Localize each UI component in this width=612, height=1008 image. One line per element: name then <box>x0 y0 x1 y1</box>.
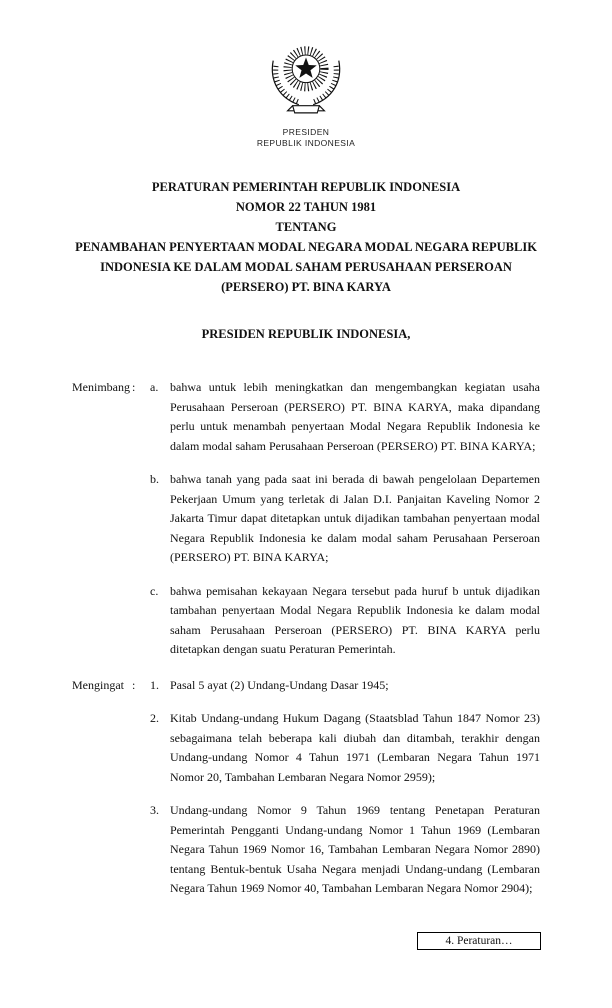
emblem-container <box>0 0 612 149</box>
mengingat-separator: : <box>132 677 136 692</box>
mengingat-item <box>150 709 540 787</box>
letterhead <box>0 127 612 149</box>
title-subject: PENAMBAHAN PENYERTAAN MODAL NEGARA MODAL NEGARA REPUBLIK INDONESIA KE DALAM MODAL SAHAM PERUSAHAAN PERSEROAN (PERSERO) PT. BINA KARYA <box>75 240 537 294</box>
item-marker: b. <box>150 472 159 486</box>
item-marker: 1. <box>150 677 159 692</box>
menimbang-separator: : <box>132 380 136 394</box>
item-marker: 3. <box>150 803 159 817</box>
letterhead-line1: PRESIDEN <box>282 127 330 137</box>
mengingat-item <box>150 801 540 899</box>
menimbang-item <box>150 582 540 660</box>
mengingat-item <box>150 676 540 696</box>
item-text: Pasal 5 ayat (2) Undang-Undang Dasar 1945; <box>170 677 389 692</box>
item-text: Undang-undang Nomor 9 Tahun 1969 tentang Penetapan Peraturan Pemerintah Pengganti Undang-undang Nomor 1 Tahun 1969 (Lembaran Negara Tahun 1969 Nomor 16, Tambahan Lembaran Negara Nomor 2890) tentang Bentuk-bentuk Usaha Negara menjadi Undang-undang (Lembaran Negara Tahun 1969 Nomor 40, Tambahan Lembaran Negara Nomor 2904); <box>170 803 540 895</box>
item-marker: 2. <box>150 711 159 725</box>
mengingat-label: Mengingat <box>72 677 124 692</box>
menimbang-item <box>150 378 540 456</box>
item-text: bahwa untuk lebih meningkatkan dan mengembangkan kegiatan usaha Perusahaan Perseroan (PERSERO) PT. BINA KARYA, maka dipandang perlu untuk menambah penyertaan Modal Negara Republik Indonesia ke dalam modal saham Perusahaan Perseroan (PERSERO) PT. BINA KARYA; <box>170 380 540 453</box>
item-marker: a. <box>150 380 159 394</box>
page-catchword: 4. Peraturan… <box>417 932 541 950</box>
letterhead-line2: REPUBLIK INDONESIA <box>256 138 356 148</box>
item-text: bahwa pemisahan kekayaan Negara tersebut pada huruf b untuk dijadikan tambahan penyertaan Modal Negara Republik Indonesia ke dalam modal saham Perusahaan Perseroan (PERSERO) PT. BINA KARYA perlu ditetapkan dengan suatu Peraturan Pemerintah. <box>170 583 540 656</box>
title-line-2: NOMOR 22 TAHUN 1981 <box>235 200 377 214</box>
presidential-seal-icon <box>260 36 352 118</box>
menimbang-section <box>72 378 540 660</box>
title-line-1: PERATURAN PEMERINTAH REPUBLIK INDONESIA <box>151 180 461 194</box>
document-body <box>0 177 612 899</box>
menimbang-label: Menimbang <box>72 380 130 394</box>
mengingat-section <box>72 676 540 899</box>
document-title <box>72 177 540 297</box>
item-text: bahwa tanah yang pada saat ini berada di bawah pengelolaan Departemen Pekerjaan Umum yang terletak di Jalan D.I. Panjaitan Kaveling Nomor 2 Jakarta Timur dapat ditetapkan untuk dijadikan tambahan penyertaan modal Negara Republik Indonesia ke dalam modal saham Perusahaan Perseroan (PERSERO) PT. BINA KARYA; <box>170 472 540 564</box>
salutation: PRESIDEN REPUBLIK INDONESIA, <box>201 327 411 341</box>
item-text: Kitab Undang-undang Hukum Dagang (Staatsblad Tahun 1847 Nomor 23) sebagaimana telah beberapa kali diubah dan ditambah, terakhir dengan Undang-undang Nomor 4 Tahun 1971 (Lembaran Negara Tahun 1971 Nomor 20, Tambahan Lembaran Negara Nomor 2959); <box>170 711 540 784</box>
item-marker: c. <box>150 583 159 598</box>
title-line-3: TENTANG <box>275 220 337 234</box>
menimbang-item <box>150 470 540 568</box>
